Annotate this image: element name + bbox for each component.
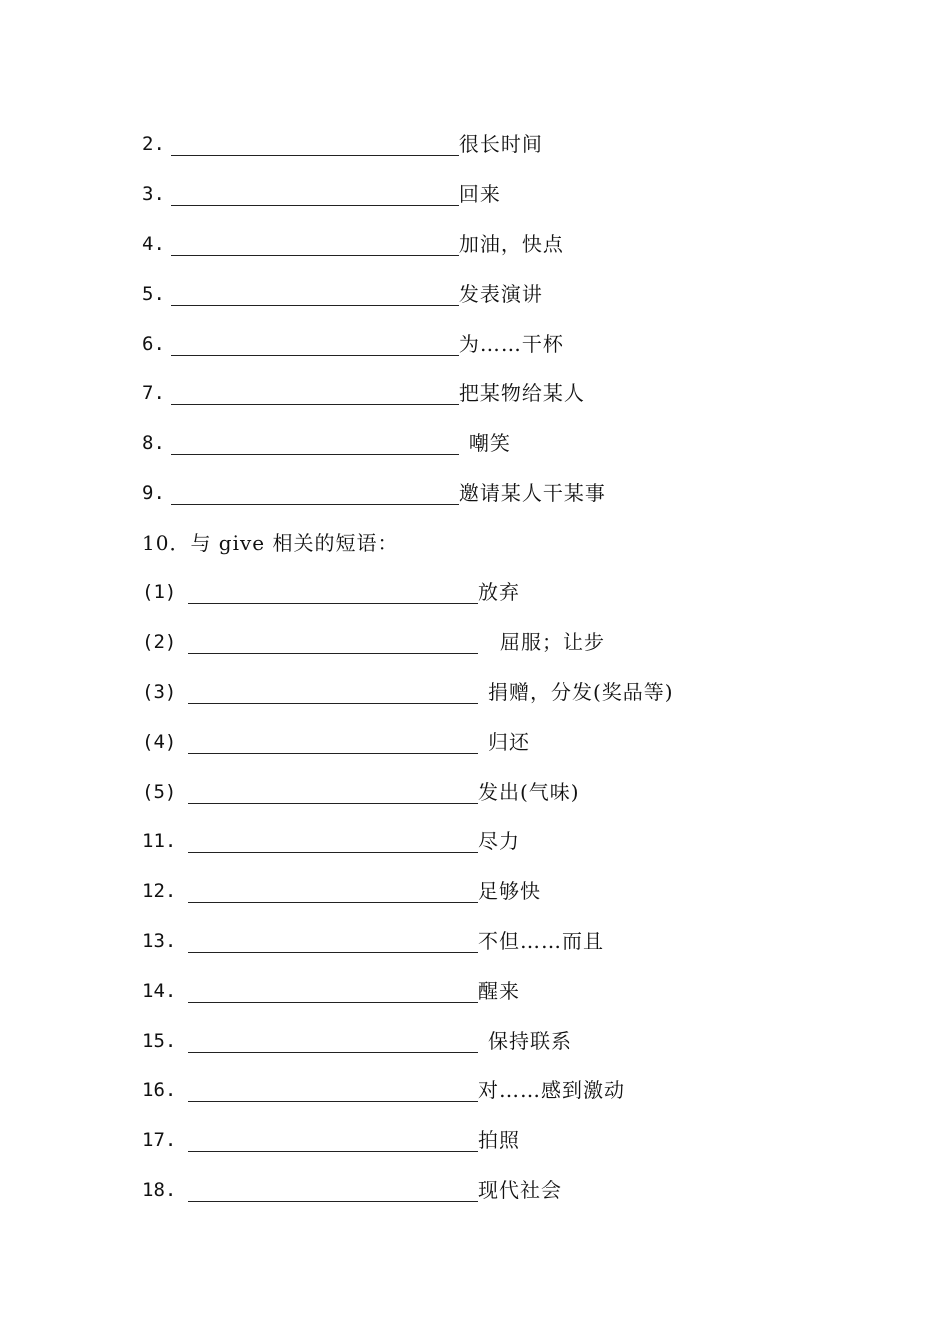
answer-blank[interactable] bbox=[171, 133, 459, 156]
item-meaning: 保持联系 bbox=[488, 1029, 572, 1053]
sub-item-3 bbox=[142, 674, 674, 704]
answer-blank[interactable] bbox=[188, 1129, 478, 1152]
answer-blank[interactable] bbox=[188, 930, 478, 953]
item-meaning: 发表演讲 bbox=[458, 282, 543, 306]
item-meaning: 加油，快点 bbox=[458, 232, 564, 256]
exercise-item-18 bbox=[142, 1172, 562, 1202]
item-meaning: 醒来 bbox=[478, 979, 520, 1003]
item-meaning: 拍照 bbox=[478, 1128, 520, 1152]
item-number: 5. bbox=[142, 283, 165, 305]
item-number: 4. bbox=[142, 233, 165, 255]
exercise-item-16 bbox=[142, 1072, 625, 1102]
item-meaning: 现代社会 bbox=[478, 1178, 562, 1202]
sub-item-5 bbox=[142, 774, 580, 804]
answer-blank[interactable] bbox=[188, 1079, 478, 1102]
answer-blank[interactable] bbox=[171, 432, 459, 455]
exercise-item-9 bbox=[142, 475, 606, 505]
answer-blank[interactable] bbox=[188, 830, 478, 853]
item-meaning: 屈服；让步 bbox=[500, 630, 605, 654]
item-number: (1) bbox=[142, 581, 177, 603]
item-number: 18. bbox=[142, 1179, 177, 1201]
item-meaning: 尽力 bbox=[478, 829, 520, 853]
item-meaning: 捐赠，分发(奖品等) bbox=[488, 680, 674, 704]
item-meaning: 为……干杯 bbox=[458, 332, 564, 356]
answer-blank[interactable] bbox=[188, 781, 478, 804]
exercise-item-12 bbox=[142, 873, 541, 903]
answer-blank[interactable] bbox=[188, 1179, 478, 1202]
exercise-item-4 bbox=[142, 226, 564, 256]
exercise-item-6 bbox=[142, 326, 564, 356]
heading-text: 10．与 give 相关的短语： bbox=[142, 531, 399, 555]
answer-blank[interactable] bbox=[188, 731, 478, 754]
item-number: 12. bbox=[142, 880, 177, 902]
item-meaning: 嘲笑 bbox=[468, 431, 511, 455]
item-number: 6. bbox=[142, 333, 165, 355]
item-number: 9. bbox=[142, 482, 165, 504]
answer-blank[interactable] bbox=[171, 333, 459, 356]
item-number: 3. bbox=[142, 183, 165, 205]
item-meaning: 归还 bbox=[488, 730, 530, 754]
answer-blank[interactable] bbox=[188, 581, 478, 604]
item-number: 8. bbox=[142, 432, 165, 454]
item-meaning: 邀请某人干某事 bbox=[458, 481, 606, 505]
item-number: (2) bbox=[142, 631, 177, 653]
item-number: 13. bbox=[142, 930, 177, 952]
sub-item-2 bbox=[142, 624, 605, 654]
exercise-item-14 bbox=[142, 973, 520, 1003]
answer-blank[interactable] bbox=[188, 631, 478, 654]
exercise-item-15 bbox=[142, 1023, 572, 1053]
item-meaning: 发出(气味) bbox=[478, 780, 580, 804]
exercise-item-13 bbox=[142, 923, 604, 953]
exercise-item-5 bbox=[142, 276, 543, 306]
exercise-item-7 bbox=[142, 375, 585, 405]
item-meaning: 很长时间 bbox=[458, 132, 543, 156]
section-heading-give bbox=[142, 525, 399, 555]
exercise-item-3 bbox=[142, 176, 501, 206]
item-number: 16. bbox=[142, 1079, 177, 1101]
item-meaning: 足够快 bbox=[478, 879, 541, 903]
item-number: 7. bbox=[142, 382, 165, 404]
item-meaning: 把某物给某人 bbox=[458, 381, 585, 405]
exercise-item-8 bbox=[142, 425, 511, 455]
item-number: 2. bbox=[142, 133, 165, 155]
answer-blank[interactable] bbox=[171, 183, 459, 206]
item-meaning: 对……感到激动 bbox=[478, 1078, 625, 1102]
item-number: 17. bbox=[142, 1129, 177, 1151]
exercise-item-11 bbox=[142, 823, 520, 853]
item-number: 14. bbox=[142, 980, 177, 1002]
item-meaning: 回来 bbox=[458, 182, 501, 206]
item-number: (4) bbox=[142, 731, 177, 753]
item-number: (3) bbox=[142, 681, 177, 703]
item-number: 15. bbox=[142, 1030, 177, 1052]
sub-item-4 bbox=[142, 724, 530, 754]
item-meaning: 不但……而且 bbox=[478, 929, 604, 953]
item-meaning: 放弃 bbox=[478, 580, 520, 604]
item-number: 11. bbox=[142, 830, 177, 852]
answer-blank[interactable] bbox=[188, 880, 478, 903]
answer-blank[interactable] bbox=[171, 283, 459, 306]
answer-blank[interactable] bbox=[171, 482, 459, 505]
answer-blank[interactable] bbox=[188, 1030, 478, 1053]
answer-blank[interactable] bbox=[171, 382, 459, 405]
answer-blank[interactable] bbox=[188, 681, 478, 704]
item-number: (5) bbox=[142, 781, 177, 803]
answer-blank[interactable] bbox=[171, 233, 459, 256]
exercise-item-17 bbox=[142, 1122, 520, 1152]
sub-item-1 bbox=[142, 574, 520, 604]
exercise-item-2 bbox=[142, 126, 543, 156]
answer-blank[interactable] bbox=[188, 980, 478, 1003]
